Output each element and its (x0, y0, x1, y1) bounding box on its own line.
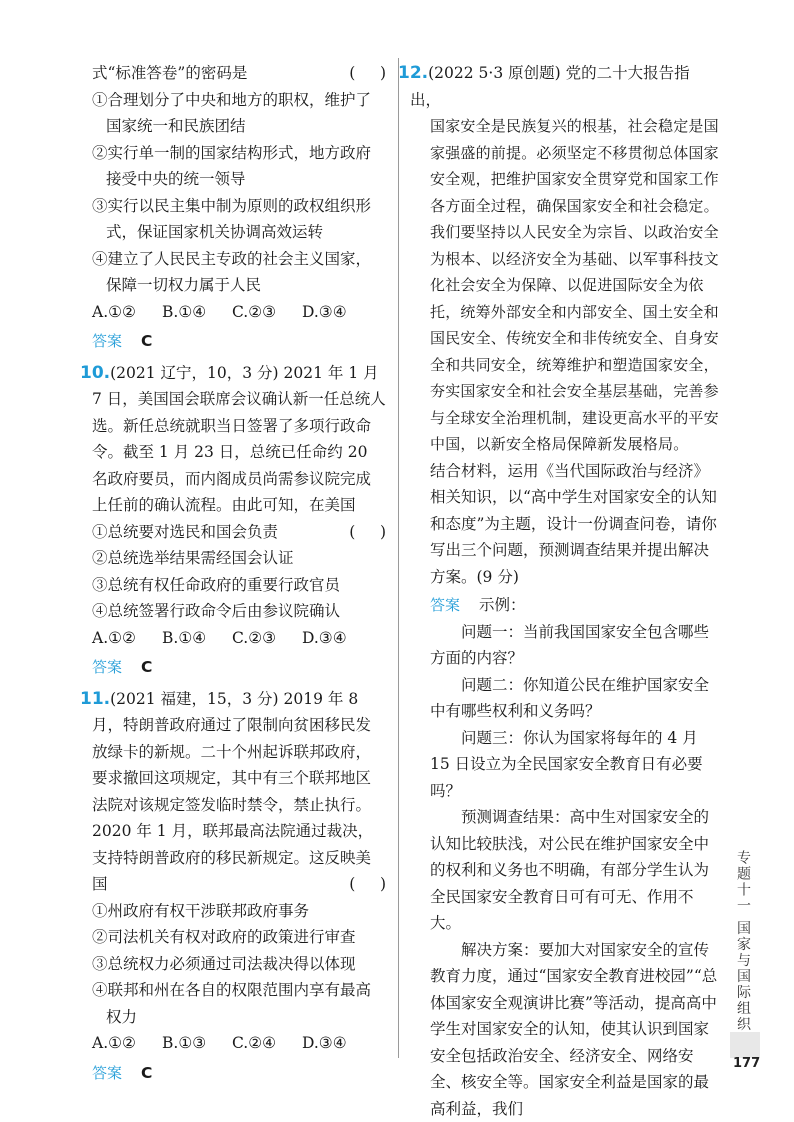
answer-label: 答案 (92, 658, 122, 676)
question-number: 12. (398, 63, 428, 83)
answer-line (92, 328, 386, 355)
question-9 (92, 60, 386, 355)
option-2: ②司法机关有权对政府的政策进行审查 (92, 924, 386, 951)
answer-intro: 示例： (479, 596, 526, 614)
right-column (410, 60, 720, 1122)
choice-a: A.①② (92, 299, 162, 326)
question-9-stem-tail: 式“标准答卷”的密码是 (92, 60, 247, 87)
choice-list (92, 625, 386, 652)
answer-body (410, 619, 720, 1122)
answer-line (92, 1060, 386, 1087)
material-quote: 国家安全是民族复兴的根基，社会稳定是国家强盛的前提。必须坚定不移贯彻总体国家安全观，把维护国家安全贯穿党和国家工作各方面全过程，确保国家安全和社会稳定。我们要坚持以人民安全为宗旨、以政治安全为根本、以经济安全为基础、以军事科技文化社会安全为保障、以促进国际安全为依托，统筹外部安全和内部安全、国土安全和国民安全、传统安全和非传统安全、自身安全和共同安全，统筹维护和塑造国家安全，夯实国家安全和社会安全基层基础，完善参与全球安全治理机制，建设更高水平的平安中国，以新安全格局保障新发展格局。 (410, 113, 720, 458)
answer-paragraph: 问题二：你知道公民在维护国家安全中有哪些权利和义务吗？ (430, 672, 720, 725)
left-column (92, 60, 386, 1091)
answer-blank: ( ) (349, 60, 386, 87)
question-12-task: 结合材料，运用《当代国际政治与经济》相关知识，以“高中学生对国家安全的认知和态度”为主题，设计一份调查问卷，请你写出三个问题，预测调查结果并提出解决方案。(9 分) (410, 458, 720, 591)
answer-blank: ( ) (349, 519, 386, 546)
question-12-stem: (2022 5·3 原创题) 党的二十大报告指出， (410, 64, 690, 109)
question-number: 10. (80, 363, 110, 383)
answer-value: C (141, 658, 152, 676)
choice-b: B.①④ (162, 625, 232, 652)
option-1: ①合理划分了中央和地方的职权，维护了国家统一和民族团结 (92, 87, 386, 140)
answer-label: 答案 (92, 1064, 122, 1082)
choice-c: C.②③ (232, 625, 302, 652)
question-11 (92, 686, 386, 1087)
question-12 (410, 60, 720, 1122)
page-number-background (730, 1032, 760, 1058)
question-10 (92, 360, 386, 681)
choice-b: B.①④ (162, 299, 232, 326)
option-3: ③总统有权任命政府的重要行政官员 (92, 572, 386, 599)
choice-c: C.②④ (232, 1030, 302, 1057)
answer-paragraph: 问题三：你认为国家将每年的 4 月 15 日设立为全民国家安全教育日有必要吗？ (430, 725, 720, 805)
answer-paragraph: 问题一：当前我国国家安全包含哪些方面的内容？ (430, 619, 720, 672)
option-2: ②总统选举结果需经国会认证 (92, 545, 386, 572)
option-3: ③实行以民主集中制为原则的政权组织形式，保证国家机关协调高效运转 (92, 193, 386, 246)
choice-d: D.③④ (302, 625, 372, 652)
choice-a: A.①② (92, 1030, 162, 1057)
question-11-stem: (2021 福建，15，3 分) 2019 年 8 月，特朗普政府通过了限制向贫困移民发放绿卡的新规。二十个州起诉联邦政府，要求撤回这项规定，其中有三个联邦地区法院对该规定签发临时禁令，禁止执行。2020 年 1 月，联邦最高法院通过裁决，支持特朗普政府的移民新规定。这反映美国 (92, 690, 373, 894)
choice-list (92, 1030, 386, 1057)
option-4: ④联邦和州在各自的权限范围内享有最高权力 (92, 977, 386, 1030)
question-10-stem: (2021 辽宁，10，3 分) 2021 年 1 月 7 日，美国国会联席会议确认新一任总统人选。新任总统就职当日签署了多项行政命令。截至 1 月 23 日，总统已任命约 20 名政府要员，而内阁成员尚需参议院完成上任前的确认流程。由此可知，在美国 (92, 364, 386, 515)
answer-line (92, 654, 386, 681)
choice-d: D.③④ (302, 1030, 372, 1057)
column-divider (398, 58, 399, 1058)
answer-paragraph: 解决方案：要加大对国家安全的宣传教育力度，通过“国家安全教育进校园”“总体国家安全观演讲比赛”等活动，提高高中学生对国家安全的认知，使其认识到国家安全包括政治安全、经济安全、网络安全、核安全等。国家安全利益是国家的最高利益，我们 (430, 937, 720, 1122)
choice-b: B.①③ (162, 1030, 232, 1057)
page-number: 177 (733, 1056, 760, 1071)
option-3: ③总统权力必须通过司法裁决得以体现 (92, 951, 386, 978)
option-1: ①州政府有权干涉联邦政府事务 (92, 898, 386, 925)
answer-paragraph: 预测调查结果：高中生对国家安全的认知比较肤浅，对公民在维护国家安全中的权利和义务也不明确，有部分学生认为全民国家安全教育日可有可无、作用不大。 (430, 804, 720, 937)
chapter-side-tab: 专题十一 国家与国际组织 (730, 850, 756, 1032)
answer-blank: ( ) (349, 871, 386, 898)
option-2: ②实行单一制的国家结构形式，地方政府接受中央的统一领导 (92, 140, 386, 193)
choice-a: A.①② (92, 625, 162, 652)
choice-d: D.③④ (302, 299, 372, 326)
answer-value: C (141, 1064, 152, 1082)
answer-value: C (141, 332, 152, 350)
option-4: ④总统签署行政命令后由参议院确认 (92, 598, 386, 625)
option-1: ①总统要对选民和国会负责 (92, 519, 386, 546)
answer-label: 答案 (92, 332, 122, 350)
question-number: 11. (80, 689, 110, 709)
option-4: ④建立了人民民主专政的社会主义国家，保障一切权力属于人民 (92, 246, 386, 299)
answer-label: 答案 (430, 596, 460, 614)
choice-c: C.②③ (232, 299, 302, 326)
choice-list (92, 299, 386, 326)
answer-line (410, 592, 720, 619)
